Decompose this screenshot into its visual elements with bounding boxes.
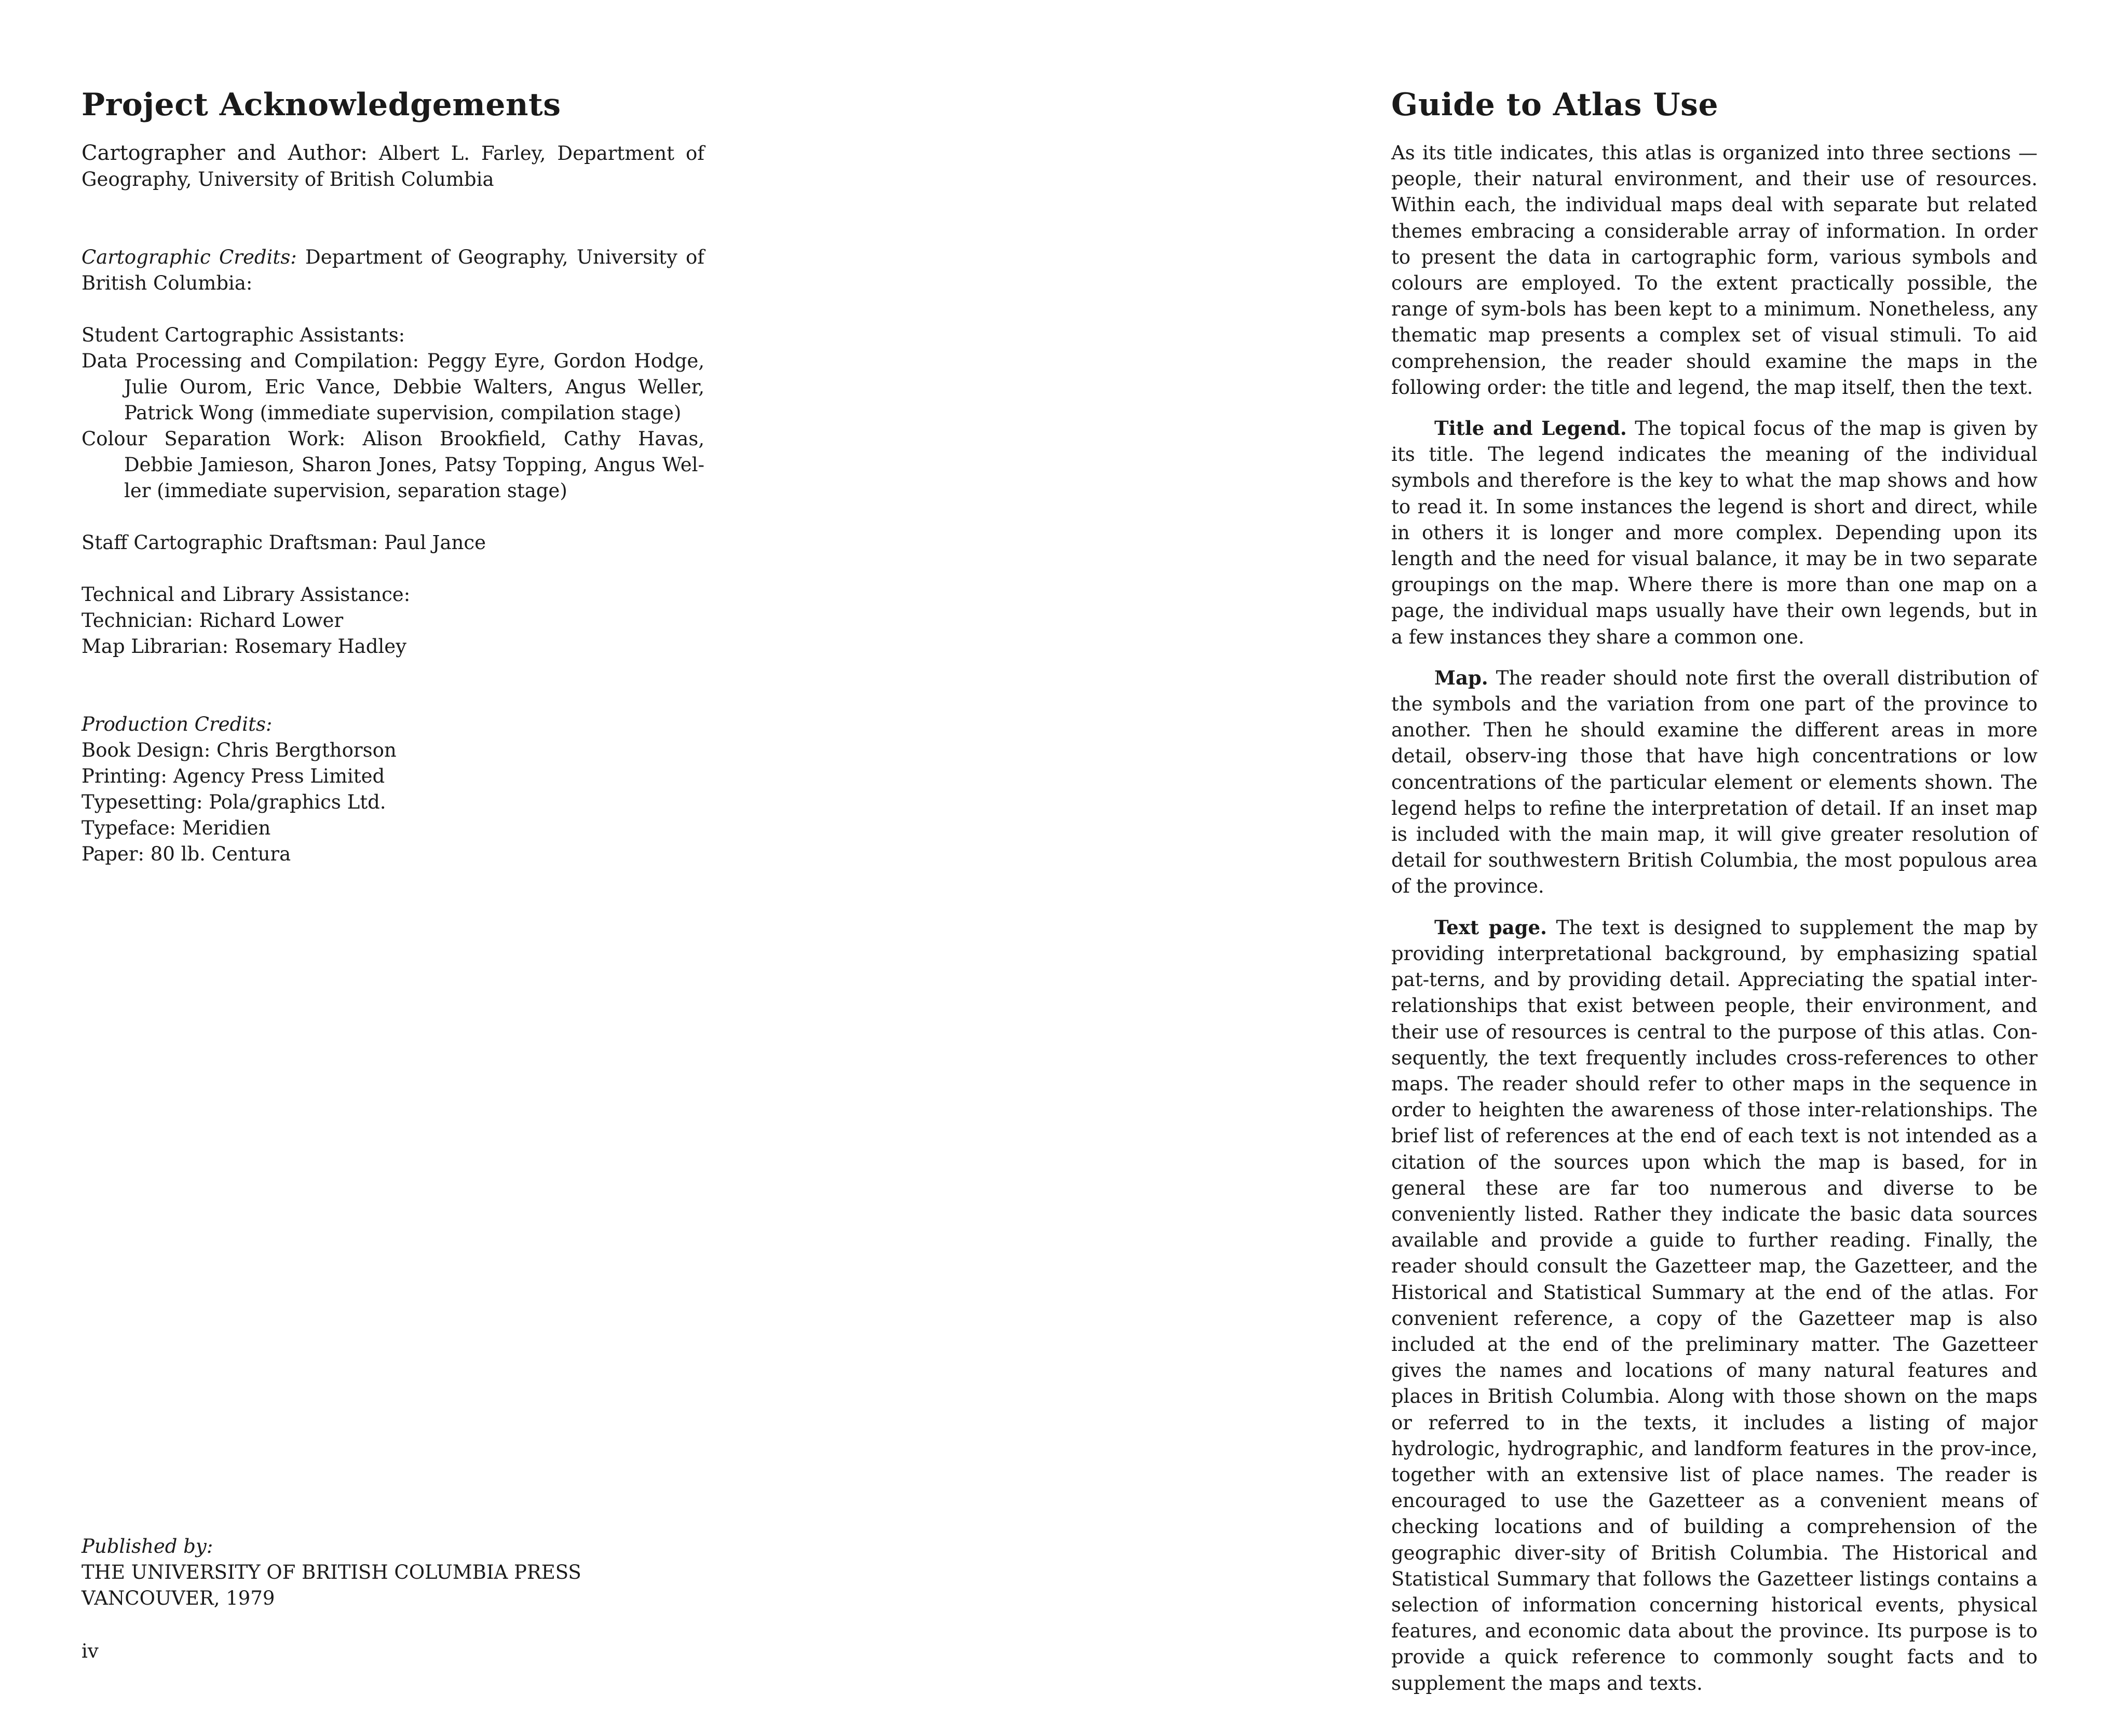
author-credit <box>82 140 704 193</box>
map-text: The reader should note first the overall distribution of the symbols and the variation from one part of the province to another. Then he should examine the different areas in more detail, observ-ing those that have high concentrations or low concentrations of the particular element or elements shown. The legend helps to refine the interpretation of detail. If an inset map is included with the main map, it will give greater resolution of detail for southwestern British Columbia, the most populous area of the province. <box>1391 666 2038 898</box>
text-page-paragraph <box>1391 914 2038 1697</box>
left-page <box>82 86 704 1669</box>
cartographic-credits-label: Cartographic Credits: <box>82 246 297 268</box>
production-item: Typeface: Meridien <box>82 817 271 839</box>
author-text: Albert L. Farley, Department of Geography, University of British Columbia <box>82 142 704 190</box>
production-item: Paper: 80 lb. Centura <box>82 843 291 865</box>
intro-paragraph: As its title indicates, this atlas is organized into three sections — people, their natural environment, and their use of resources. Within each, the individual maps deal with separate but related themes embracing a considerable array of information. In order to present the data in cartographic form, various symbols and colours are employed. To the extent practically possible, the range of sym-bols has been kept to a minimum. Nonetheless, any thematic map presents a complex set of visual stimuli. To aid comprehension, the reader should examine the maps in the following order: the title and legend, the map itself, then the text. <box>1391 142 2038 399</box>
title-legend-paragraph <box>1391 415 2038 650</box>
data-processing-credit: Data Processing and Compilation: Peggy Eyre, Gordon Hodge, Julie Ourom, Eric Vance, Debbie Walters, Angus Weller, Patrick Wong (immediate supervision, compilation stage) <box>82 350 704 424</box>
production-item: Printing: Agency Press Limited <box>82 765 385 787</box>
colour-separation-credit: Colour Separation Work: Alison Brookfield, Cathy Havas, Debbie Jamieson, Sharon Jones, Patsy Topping, Angus Wel-ler (immediate supervision, separation stage) <box>82 428 704 502</box>
published-by-label: Published by: <box>82 1535 213 1557</box>
right-page-title: Guide to Atlas Use <box>1391 87 1719 123</box>
cartographic-credits-text: Department of Geography, University of British Columbia: <box>82 246 705 294</box>
title-legend-text: The topical focus of the map is given by its title. The legend indicates the meaning of the individual symbols and therefore is the key to what the map shows and how to read it. In some instances the legend is short and direct, while in others it is longer and more complex. Depending upon its length and the need for visual balance, it may be in two separate groupings on the map. Where there is more than one map on a page, the individual maps usually have their own legends, but in a few instances they share a common one. <box>1391 417 2038 648</box>
staff-draftsman-credit: Staff Cartographic Draftsman: Paul Jance <box>82 531 486 554</box>
title-legend-heading: Title and Legend. <box>1434 417 1627 440</box>
left-page-title: Project Acknowledgements <box>82 87 561 123</box>
cartographic-credits <box>82 244 704 296</box>
map-heading: Map. <box>1434 666 1488 689</box>
text-page-text: The text is designed to supplement the map by providing interpretational background, by emphasizing spatial pat-terns, and by providing detail. Appreciating the spatial inter-relationships that exist between people, their environment, and their use of resources is central to the purpose of this atlas. Con-sequently, the text frequently includes cross-references to other maps. The reader should refer to other maps in the sequence in order to heighten the awareness of those inter-relationships. The brief list of references at the end of each text is not intended as a citation of the sources upon which the map is based, for in general these are far too numerous and diverse to be conveniently listed. Rather they indicate the basic data sources available and provide a guide to further reading. Finally, the reader should consult the Gazetteer map, the Gazetteer, and the Historical and Statistical Summary at the end of the atlas. For convenient reference, a copy of the Gazetteer map is also included at the end of the preliminary matter. The Gazetteer gives the names and locations of many natural features and places in British Columbia. Along with those shown on the maps or referred to in the texts, it includes a listing of major hydrologic, hydrographic, and landform features in the prov-ince, together with an extensive list of place names. The reader is encouraged to use the Gazetteer as a convenient means of checking locations and of building a comprehension of the geographic diver-sity of British Columbia. The Historical and Statistical Summary that follows the Gazetteer listings contains a selection of information concerning historical events, physical features, and economic data about the province. Its purpose is to provide a quick reference to commonly sought facts and to supplement the maps and texts. <box>1391 916 2038 1694</box>
student-assistants-block <box>82 322 704 504</box>
guide-body <box>1391 140 2038 1697</box>
production-credits-label: Production Credits: <box>82 713 273 735</box>
student-assistants-heading: Student Cartographic Assistants: <box>82 324 405 346</box>
text-page-heading: Text page. <box>1434 915 1547 939</box>
map-librarian-credit: Map Librarian: Rosemary Hadley <box>82 635 407 658</box>
author-label: Cartographer and Author: <box>82 141 368 165</box>
right-page <box>1391 86 2038 1694</box>
production-block <box>82 712 704 867</box>
page-number: iv <box>82 1640 99 1662</box>
publisher-place-year: VANCOUVER, 1979 <box>82 1587 275 1609</box>
map-paragraph <box>1391 665 2038 900</box>
production-item: Book Design: Chris Bergthorson <box>82 739 397 761</box>
production-item: Typesetting: Pola/graphics Ltd. <box>82 791 386 813</box>
publisher-name: THE UNIVERSITY OF BRITISH COLUMBIA PRESS <box>82 1561 581 1583</box>
technician-credit: Technician: Richard Lower <box>82 609 344 632</box>
publisher-block <box>82 1534 581 1611</box>
technical-block <box>82 582 704 660</box>
technical-heading: Technical and Library Assistance: <box>82 583 411 606</box>
